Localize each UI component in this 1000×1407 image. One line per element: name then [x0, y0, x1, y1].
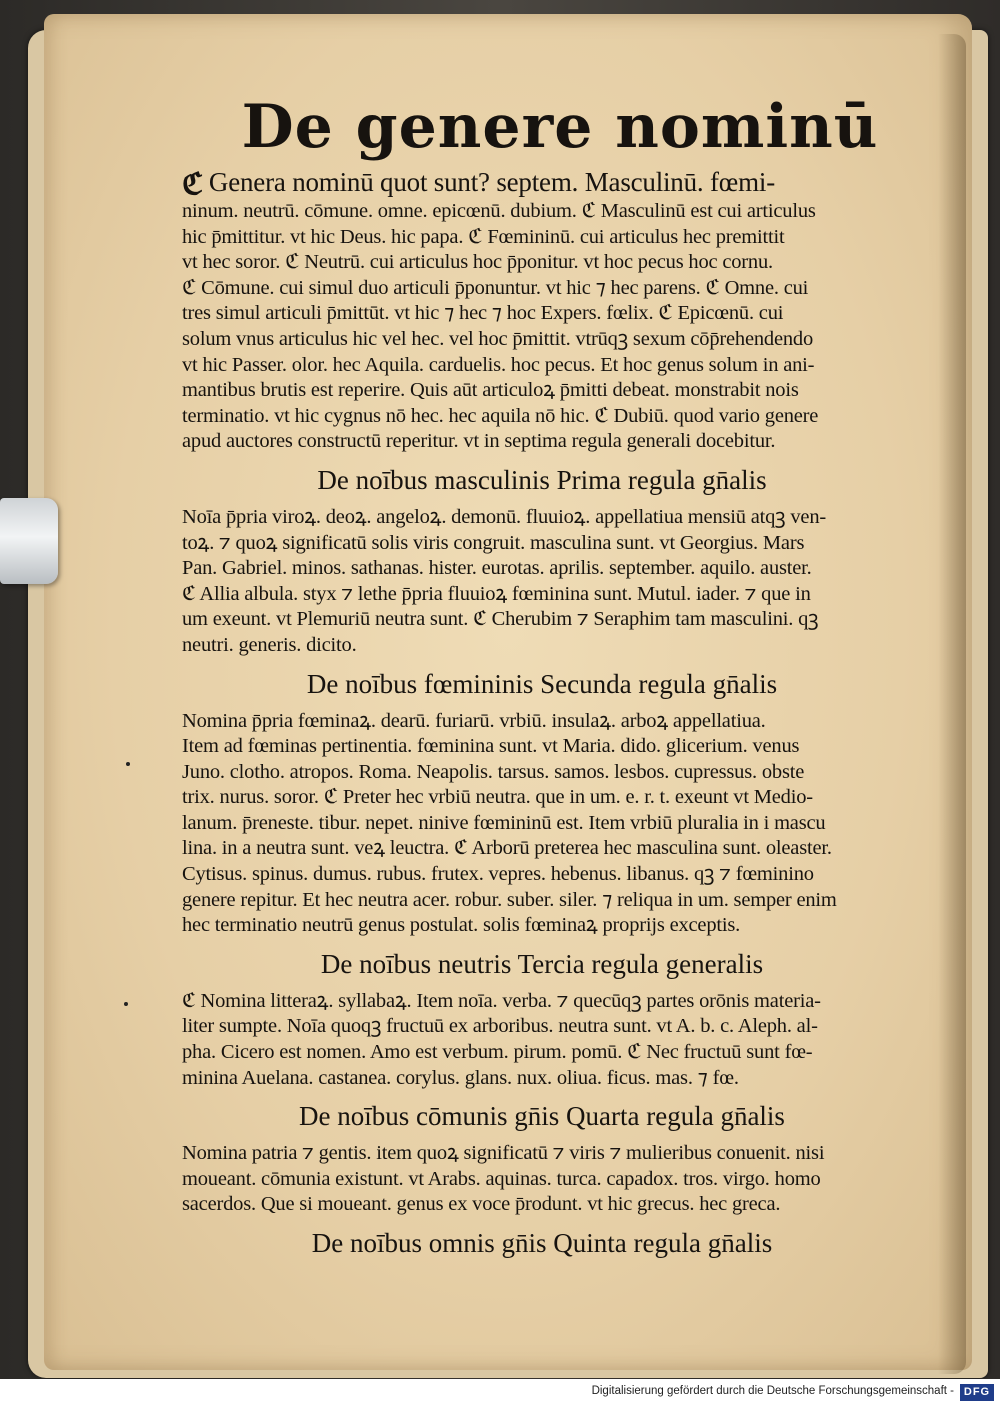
text-line: um exeunt. vt Plemuriū neutra sunt. ℭ Cherubim ⁊ Seraphim tam masculini. qꝫ [182, 608, 819, 631]
text-line: mantibus brutis est reperire. Quis aūt articuloꝝ p̄mitti debeat. monstrabit nois [182, 379, 799, 402]
text-line: apud auctores constructū reperitur. vt in septima regula generali docebitur. [182, 430, 776, 453]
text-line: trix. nurus. soror. ℭ Preter hec vrbiū neutra. que in um. e. r. t. exeunt vt Medio- [182, 786, 813, 809]
text-line: hec terminatio neutrū genus postulat. solis fœminaꝝ proprijs exceptis. [182, 914, 741, 937]
text-line: Noīa p̄pria viroꝝ. deoꝝ. angeloꝝ. demonū. fluuioꝝ. appellatiua mensiū atqꝫ ven- [182, 505, 827, 528]
text-line: genere repitur. Et hec neutra acer. robur. suber. siler. ⁊ reliqua in um. semper enim [182, 888, 837, 911]
intro-paragraph [182, 165, 902, 455]
paper-clip-icon [0, 498, 58, 584]
footer-text: Digitalisierung gefördert durch die Deutsche Forschungsgemeinschaft - [591, 1385, 954, 1397]
intro-first-line [182, 165, 902, 199]
section-heading: De noībus cōmunis gn̄is Quarta regula gn̄alis [299, 1101, 785, 1132]
page-curl [938, 34, 966, 1374]
intro-lines [182, 199, 902, 455]
text-line: liter sumpte. Noīa quoqꝫ fructuū ex arboribus. neutra sunt. vt A. b. c. Aleph. al- [182, 1015, 818, 1038]
text-line: Nomina p̄pria fœminaꝝ. dearū. furiarū. vrbiū. insulaꝝ. arboꝝ appellatiua. [182, 709, 766, 732]
section-heading: De noībus masculinis Prima regula gn̄alis [317, 464, 767, 495]
text-line: moueant. cōmunia existunt. vt Arabs. aquinas. turca. capadox. tros. virgo. homo [182, 1167, 821, 1190]
text-line: terminatio. vt hic cygnus nō hec. hec aquila nō hic. ℭ Dubiū. quod vario genere [182, 404, 819, 427]
rule-section [182, 1099, 902, 1218]
dfg-logo: DFG [960, 1384, 994, 1401]
text-line: Nomina patria ⁊ gentis. item quoꝝ significatū ⁊ viris ⁊ mulieribus conuenit. nisi [182, 1142, 825, 1165]
text-line: vt hic Passer. olor. hec Aquila. carduelis. hoc pecus. Et hoc genus solum in ani- [182, 353, 815, 376]
pilcrow-icon: ℭ [182, 168, 203, 199]
text-line: lina. in a neutra sunt. veꝝ leuctra. ℭ Arborū preterea hec masculina sunt. oleaster. [182, 837, 832, 860]
rule-section [182, 667, 902, 939]
section-heading: De noībus omnis gn̄is Quinta regula gn̄alis [311, 1228, 773, 1258]
rule-section [182, 947, 902, 1091]
text-line: sacerdos. Que si moueant. genus ex voce p̄rodunt. vt hic grecus. hec greca. [182, 1193, 781, 1216]
text-line: neutri. generis. dicito. [182, 633, 357, 656]
text-line: tres simul articuli p̄mittūt. vt hic ⁊ hec ⁊ hoc Expers. fœlix. ℭ Epicœnū. cui [182, 302, 784, 325]
text-line: vt hec soror. ℭ Neutrū. cui articulus hoc p̄ponitur. vt hoc pecus hoc cornu. [182, 251, 773, 274]
text-line: Juno. clotho. atropos. Roma. Neapolis. tarsus. samos. lesbos. cupressus. obste [182, 760, 805, 783]
ink-mark [126, 762, 130, 766]
sections [182, 463, 902, 1260]
ink-mark [124, 1002, 128, 1006]
page-text [182, 92, 902, 1268]
text-line: Item ad fœminas pertinentia. fœminina sunt. vt Maria. dido. glicerium. venus [182, 735, 800, 758]
footer-bar [0, 1379, 1000, 1407]
rule-section [182, 1226, 902, 1260]
section-heading: De noībus fœmininis Secunda regula gn̄alis [306, 668, 778, 699]
text-line: minina Auelana. castanea. corylus. glans. nux. oliua. ficus. mas. ⁊ fœ. [182, 1066, 739, 1089]
rule-section [182, 463, 902, 659]
text-line: pha. Cicero est nomen. Amo est verbum. pirum. pomū. ℭ Nec fructuū sunt fœ- [182, 1041, 813, 1064]
text-line: lanum. p̄reneste. tibur. nepet. ninive fœmininū est. Item vrbiū pluralia in i mascu [182, 811, 826, 834]
text-line: ℭ Cōmune. cui simul duo articuli p̄ponuntur. vt hic ⁊ hec parens. ℭ Omne. cui [182, 276, 809, 299]
text-line: hic p̄mittitur. vt hic Deus. hic papa. ℭ Fœmininū. cui articulus hec premittit [182, 225, 785, 248]
text-line: toꝝ. ⁊ quoꝝ significatū solis viris congruit. masculina sunt. vt Georgius. Mars [182, 531, 805, 554]
text-line: ℭ Nomina litteraꝝ. syllabaꝝ. Item noīa. verba. ⁊ quecūqꝫ partes orōnis materia- [182, 989, 821, 1012]
text-line: solum vnus articulus hic vel hec. vel hoc p̄mittit. vtrūqꝫ sexum cōp̄rehendendo [182, 327, 814, 350]
text-line: Cytisus. spinus. dumus. rubus. frutex. vepres. hebenus. libanus. qꝫ ⁊ fœminino [182, 863, 814, 886]
section-heading: De noībus neutris Tercia regula generalis [320, 948, 764, 979]
text-line: ninum. neutrū. cōmune. omne. epicœnū. dubium. ℭ Masculinū est cui articulus [182, 200, 816, 222]
text-line: ℭ Allia albula. styx ⁊ lethe p̄pria fluuioꝝ fœminina sunt. Mutul. iader. ⁊ que in [182, 582, 811, 605]
intro-first-line-text: Genera nominū quot sunt? septem. Masculinū. fœmi- [208, 167, 775, 197]
text-line: Pan. Gabriel. minos. sathanas. hister. eurotas. aprilis. september. aquilo. auster. [182, 557, 812, 580]
page-title: De genere nominū [241, 92, 879, 162]
